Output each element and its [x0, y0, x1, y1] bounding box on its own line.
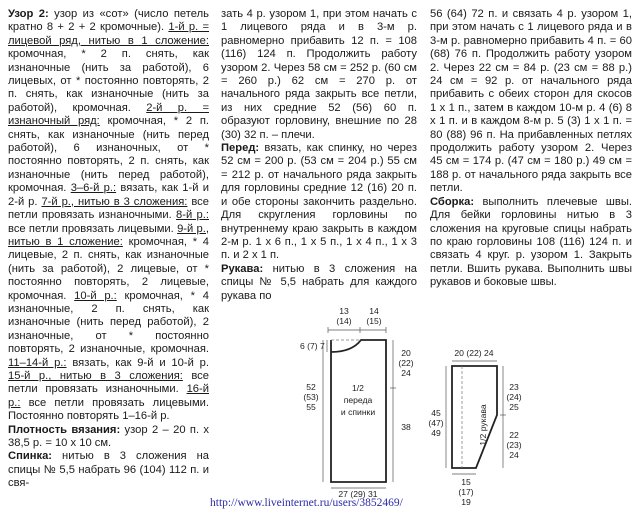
instruction-paragraph: [221, 8, 417, 142]
instruction-text: кромочная, * 4 лицевые, 2 п. снять, как изнаночные (нить за работой), 2 лицевые, от * постоянно повторять, 2 лицевые, кромочная.: [8, 235, 209, 302]
row-heading: 7-й р., нитью в 3 сложения:: [41, 195, 188, 208]
sleeve-lower-height-label: 22: [509, 430, 519, 440]
front-back-outline: [331, 340, 386, 482]
row-heading: 16-й р.:: [8, 383, 209, 409]
svg-text:(14): (14): [336, 316, 352, 326]
row-heading: 10-й р.:: [74, 289, 117, 302]
neck-depth-label: 6 (7) 7: [300, 341, 325, 351]
section-heading: Плотность вязания:: [8, 423, 121, 436]
svg-text:(23): (23): [506, 440, 522, 450]
armhole-height-label: 20: [401, 348, 411, 358]
instruction-text: нитью в 3 сложения на спицы № 5,5 набрать 96 (104) 112 п. и свя-: [8, 450, 209, 490]
section-heading: Спинка:: [8, 450, 53, 463]
instruction-text: все петли провязать изнаночными.: [8, 369, 209, 396]
svg-text:переда: переда: [343, 395, 373, 405]
source-link[interactable]: http://www.liveinternet.ru/users/3852469/: [210, 497, 403, 509]
row-heading: 9-й р., нитью в 1 сложение:: [8, 222, 209, 248]
svg-text:19: 19: [461, 497, 471, 507]
instruction-text: выполнить плечевые швы. Для бейки горловины нитью в 3 сложения на круговые спицы набрать по краю горловины 108 (116) 124 п. и связать 4 круг. р. узором 1. Закрыть петли. Вшить рукава. Выполнить швы рукавов и боковые швы.: [430, 195, 632, 289]
instruction-text: узор 2 – 20 п. х 38,5 р. = 10 х 10 см.: [8, 423, 210, 449]
instruction-text: все петли провязать изнаночными.: [8, 195, 209, 222]
instruction-paragraph: [221, 142, 417, 263]
sleeve-top-width-label: 20 (22) 24: [454, 348, 494, 358]
sleeve-outline: [452, 366, 497, 468]
svg-text:(47): (47): [428, 418, 444, 428]
total-height-label: 52: [306, 382, 316, 392]
row-heading: 2-й р. = изнаночный ряд:: [8, 101, 209, 128]
section-heading: Рукава:: [221, 262, 264, 275]
svg-text:24: 24: [401, 368, 411, 378]
bottom-width-label: 27 (29) 31: [338, 489, 378, 499]
row-heading: 1-й р. = лицевой ряд, нитью в 1 сложение:: [8, 21, 210, 47]
svg-text:и спинки: и спинки: [340, 407, 376, 417]
instruction-paragraph: [8, 450, 209, 490]
sleeve-bottom-width-label: 15: [461, 477, 471, 487]
svg-text:(22): (22): [398, 358, 414, 368]
svg-text:24: 24: [509, 450, 519, 460]
instruction-paragraph: [8, 8, 209, 424]
section-heading: Узор 2:: [8, 8, 49, 20]
svg-text:55: 55: [306, 402, 316, 412]
svg-text:(17): (17): [458, 487, 474, 497]
instruction-text: вязать, как спинку, но через 52 см = 200 р. (53 см = 204 р.) 55 см = 212 р. от начального ряда закрыть для горловины средние 12 (16) 20 п. и обе стороны закончить раздельно. Для скругления горловины по внутреннему краю закрыть в каждом 2-м р. 1 х 6 п., 1 х 5 п., 1 х 4 п., 1 х 3 п. и 2 х 1 п.: [221, 142, 417, 262]
row-heading: 8-й р.:: [176, 209, 209, 222]
sleeve-panel-label: 1/2 рукава: [478, 404, 488, 446]
instruction-text: узор из «сот» (число петель кратно 8 + 2 + 2 кромочные).: [8, 8, 209, 34]
front-back-panel-label: 1/2: [352, 383, 364, 393]
text-column-3: [430, 8, 632, 290]
instruction-paragraph: [430, 8, 632, 196]
row-heading: 11–14-й р.:: [8, 356, 67, 369]
section-heading: Перед:: [221, 142, 260, 155]
section-heading: Сборка:: [430, 195, 475, 208]
svg-text:(15): (15): [366, 316, 382, 326]
text-column-1: [8, 8, 209, 491]
instruction-text: кромочная, * 2 п. снять, как изнаночные (нить перед работой), 6 изнаночных, от * постоянно повторять, 2 п. снять, как изнаночные (нить перед работой), кромочная.: [8, 115, 209, 195]
shoulder-width-label: 14: [369, 306, 379, 316]
sleeve-total-height-label: 45: [431, 408, 441, 418]
side-height-label: 38: [401, 422, 411, 432]
svg-text:(24): (24): [506, 392, 522, 402]
instruction-paragraph: [221, 263, 417, 303]
instruction-text: 56 (64) 72 п. и связать 4 р. узором 1, при этом начать с 1 лицевого ряда и в 3-м р. равномерно прибавить 4 п. = 60 (68) 76 п. Продолжить работу узором 2. Через 22 см = 84 р. (23 см = 88 р.) 24 см = 92 р. от начального ряда прибавить с обеих сторон для скосов 1 х 1 п., затем в каждом 10-м р. 4 (6) 8 х 1 п. и в каждом 8-м р. 5 (3) 1 х 1 п. = 80 (88) 96 п. На прибавленных петлях продолжить работу узором 2. Через 45 см = 174 р. (47 см = 180 р.) 49 см = 188 р. от начального ряда закрыть все петли.: [430, 8, 632, 195]
sleeve-upper-height-label: 23: [509, 382, 519, 392]
instruction-paragraph: [430, 196, 632, 290]
instruction-paragraph: [8, 424, 209, 451]
instruction-text: зать 4 р. узором 1, при этом начать с 1 лицевого ряда и в 3-м р. равномерно прибавить 12 п. = 108 (116) 124 п. Продолжить работу узором 2. Через 58 см = 252 р. (60 см = 260 р.) 62 см = 270 р. от начального ряда закрыть все петли, из них средние 52 (56) 60 п. образуют горловину, внешние по 28 (30) 32 п. – плечи.: [221, 8, 417, 141]
svg-text:(53): (53): [303, 392, 319, 402]
instruction-text: все петли провязать лицевыми.: [8, 222, 178, 235]
svg-text:25: 25: [509, 402, 519, 412]
instruction-text: кромочная, * 2 п. снять, как изнаночные (нить за работой), 6 лицевых, от * постоянно повторять, 2 п. снять, как изнаночные (нить за работой), кромочная.: [8, 48, 209, 114]
row-heading: 3–6-й р.:: [70, 182, 117, 195]
text-column-2: [221, 8, 417, 303]
instruction-text: кромочная, * 4 изнаночные, 2 п. снять, как изнаночные (нить перед работой), 2 изнаночные, от * постоянно повторять, 2 изнаночные, кромочная.: [8, 289, 209, 356]
neck-width-label: 13: [339, 306, 349, 316]
instruction-text: вязать, как 9-й и 10-й р.: [66, 356, 209, 369]
instruction-text: вязать, как 1-й и 2-й р.: [8, 182, 209, 208]
instruction-text: все петли провязать лицевыми. Постоянно повторять 1–16-й р.: [8, 396, 209, 423]
svg-text:49: 49: [431, 428, 441, 438]
instruction-text: нитью в 3 сложения на спицы № 5,5 набрать для каждого рукава по: [221, 262, 417, 302]
row-heading: 15-й р., нитью в 3 сложения:: [8, 369, 183, 382]
